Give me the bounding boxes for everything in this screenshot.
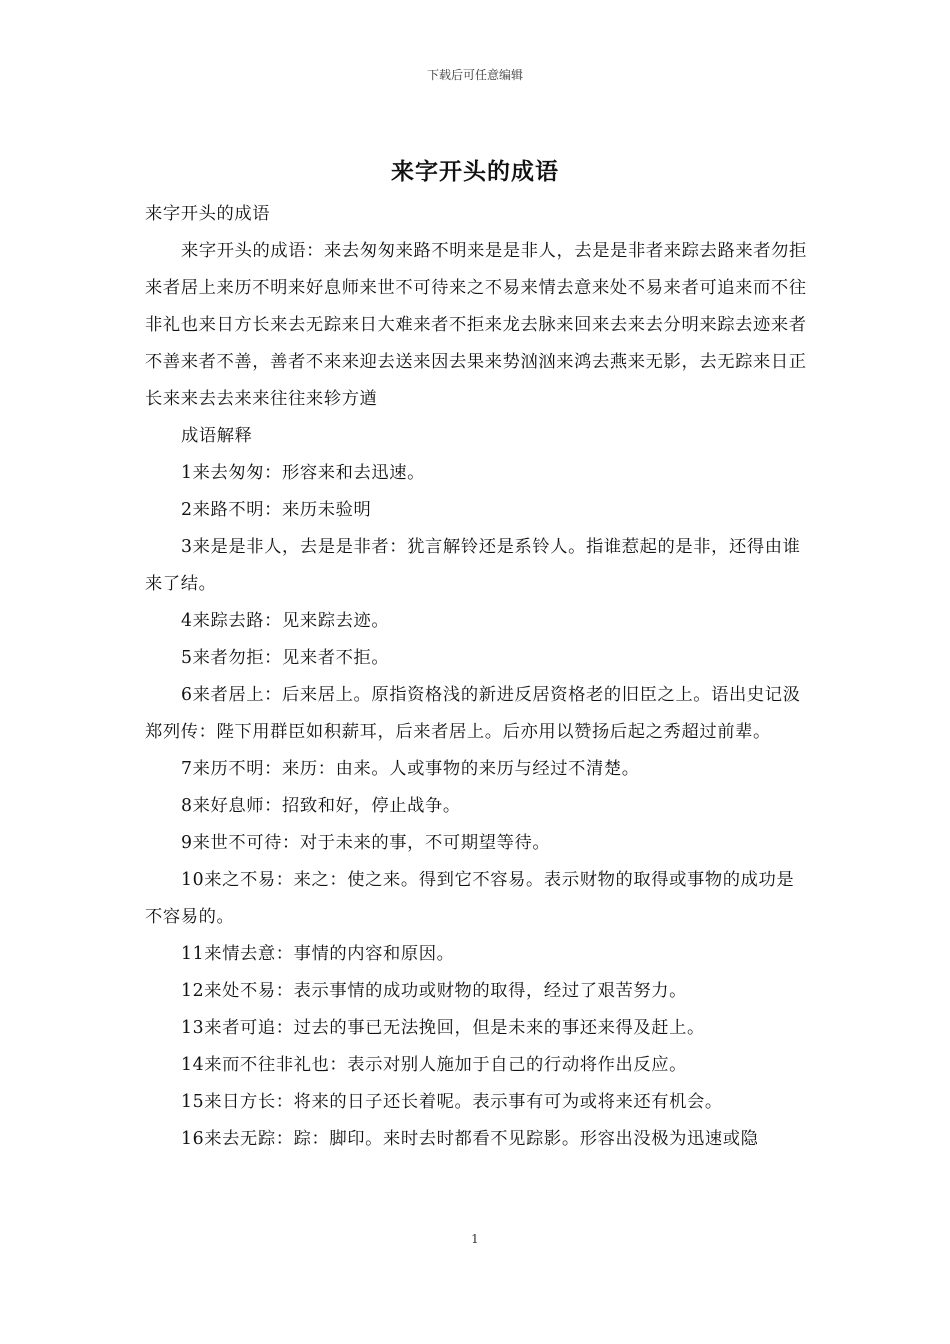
entry-2: 2来路不明：来历未验明 — [181, 500, 372, 520]
entry-1: 1来去匆匆：形容来和去迅速。 — [181, 463, 426, 483]
entry-14: 14来而不往非礼也：表示对别人施加于自己的行动将作出反应。 — [181, 1055, 687, 1075]
entry-11: 11来情去意：事情的内容和原因。 — [181, 944, 455, 964]
entry-16: 16来去无踪：踪：脚印。来时去时都看不见踪影。形容出没极为迅速或隐 — [181, 1129, 759, 1149]
entry-5: 5来者勿拒：见来者不拒。 — [181, 648, 390, 668]
document-title: 来字开头的成语 — [391, 158, 559, 185]
entry-13: 13来者可追：过去的事已无法挽回，但是未来的事还来得及赶上。 — [181, 1018, 705, 1038]
entry-4: 4来踪去路：见来踪去迹。 — [181, 611, 390, 631]
subtitle: 来字开头的成语 — [145, 204, 271, 224]
entry-10: 10来之不易：来之：使之来。得到它不容易。表示财物的取得或事物的成功是不容易的。 — [145, 870, 795, 927]
entry-9: 9来世不可待：对于未来的事，不可期望等待。 — [181, 833, 551, 853]
entry-3: 3来是是非人，去是是非者：犹言解铃还是系铃人。指谁惹起的是非，还得由谁来了结。 — [145, 537, 801, 594]
header-note: 下载后可任意编辑 — [426, 68, 523, 82]
entry-6: 6来者居上：后来居上。原指资格浅的新进反居资格老的旧臣之上。语出史记汲郑列传：陛下用群臣如积薪耳，后来者居上。后亦用以赞扬后起之秀超过前辈。 — [145, 685, 801, 742]
page-number: 1 — [471, 1232, 479, 1246]
entry-15: 15来日方长：将来的日子还长着呢。表示事有可为或将来还有机会。 — [181, 1092, 723, 1112]
intro-paragraph: 来字开头的成语：来去匆匆来路不明来是是非人，去是是非者来踪去路来者勿拒来者居上来历不明来好息师来世不可待来之不易来情去意来处不易来者可追来而不往非礼也来日方长来去无踪来日大难来者不拒来龙去脉来回来去来去分明来踪去迹来者不善来者不善，善者不来来迎去送来因去果来势汹汹来鸿去燕来无影，去无踪来日正长来来去去来来往往来轸方遒 — [145, 241, 807, 409]
entry-7: 7来历不明：来历：由来。人或事物的来历与经过不清楚。 — [181, 759, 640, 779]
section-heading: 成语解释 — [181, 426, 253, 446]
entry-12: 12来处不易：表示事情的成功或财物的取得，经过了艰苦努力。 — [181, 981, 687, 1001]
entry-8: 8来好息师：招致和好，停止战争。 — [181, 796, 461, 816]
document-body — [145, 196, 810, 1158]
